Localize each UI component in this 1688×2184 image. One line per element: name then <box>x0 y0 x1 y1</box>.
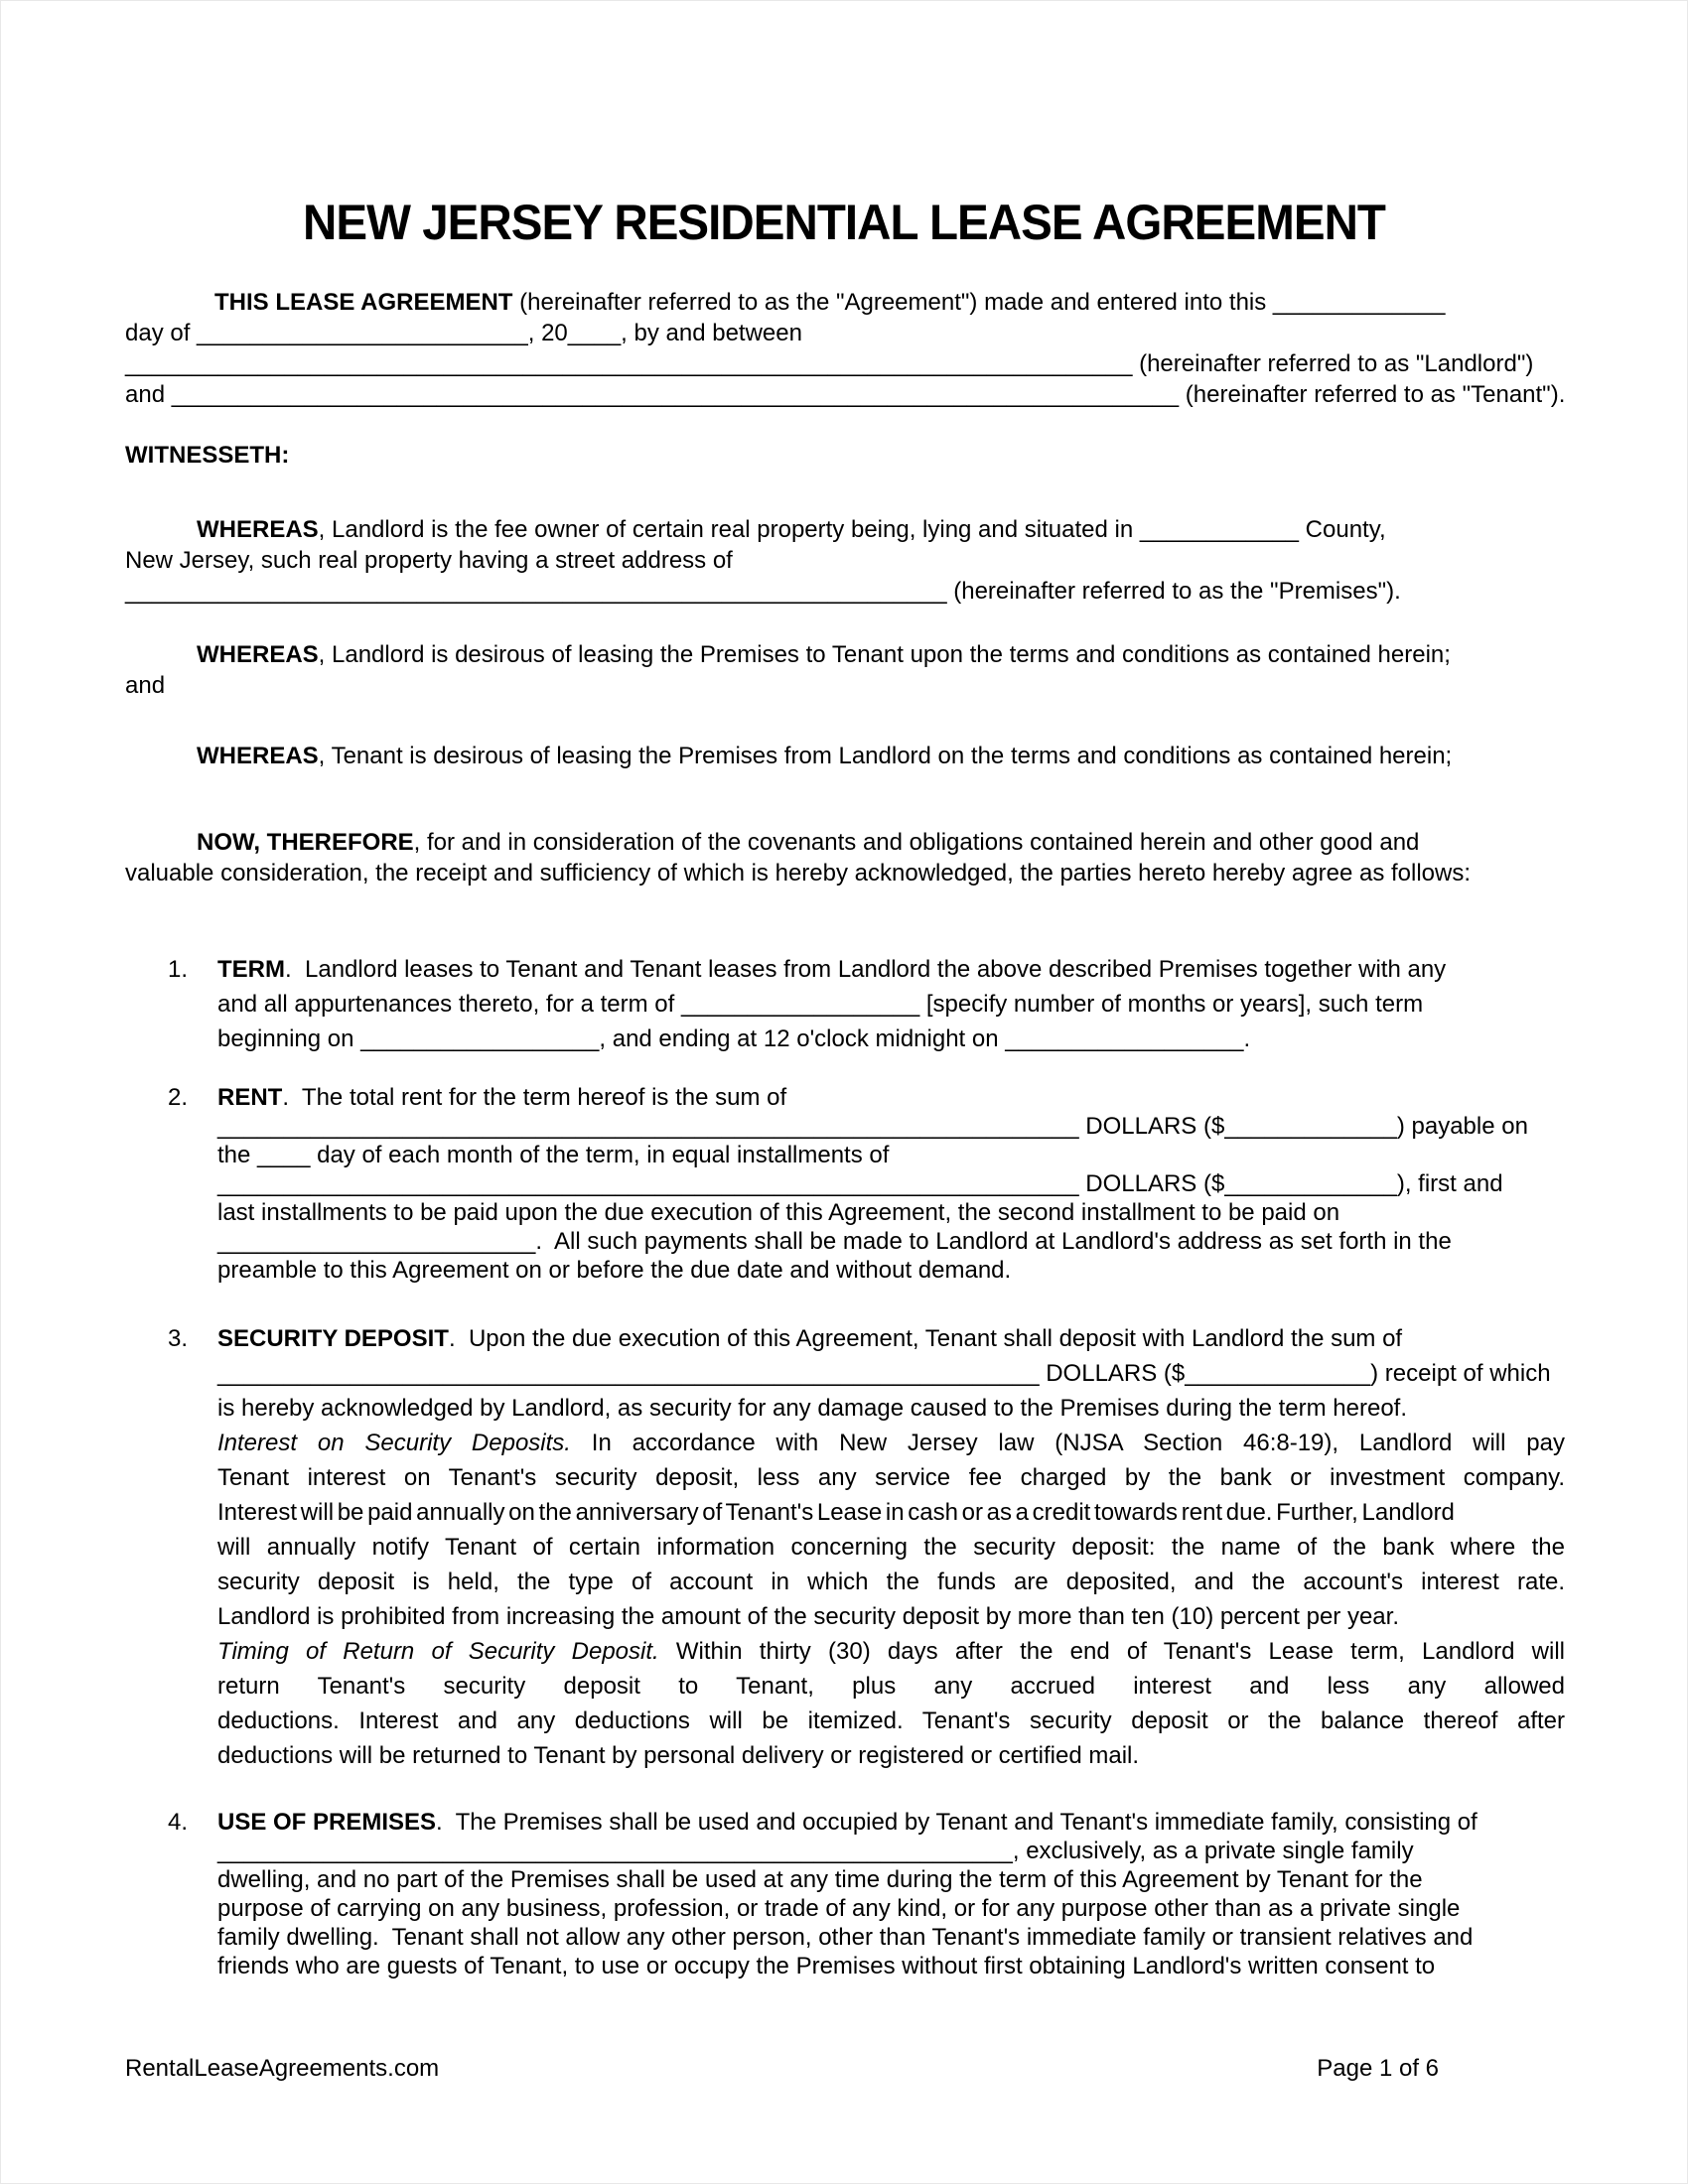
whereas-clause-property <box>125 514 1565 607</box>
text-line: ______________________________________________________________ DOLLARS ($______________) receipt of which <box>217 1360 1551 1387</box>
text-line: and ____________________________________________________________________________ (hereinafter referred to as "Tenant"). <box>125 381 1566 408</box>
section-number: 3. <box>168 1325 189 1352</box>
section-body <box>217 1083 1565 1285</box>
text-line: will annually notify Tenant of certain information concerning the security deposit: the name of the bank where the <box>217 1534 1565 1561</box>
text-line: family dwelling. Tenant shall not allow any other person, other than Tenant's immediate family or transient relatives and <box>217 1924 1474 1951</box>
text-line: _________________________________________________________________ DOLLARS ($_____________), first and <box>217 1170 1503 1197</box>
text-line: deductions. Interest and any deductions will be itemized. Tenant's security deposit or the balance thereof after <box>217 1707 1565 1734</box>
section-body <box>217 952 1565 1056</box>
page-footer <box>125 2054 1439 2084</box>
text-line: WHEREAS, Landlord is desirous of leasing the Premises to Tenant upon the terms and conditions as contained herein; <box>197 641 1451 668</box>
section-number: 2. <box>168 1084 189 1111</box>
text-line: SECURITY DEPOSIT. Upon the due execution of this Agreement, Tenant shall deposit with Landlord the sum of <box>217 1325 1403 1352</box>
text-line: purpose of carrying on any business, profession, or trade of any kind, or for any purpose other than as a private single <box>217 1895 1461 1922</box>
text-line: Interest on Security Deposits. In accordance with New Jersey law (NJSA Section 46:8-19), Landlord will pay <box>217 1430 1565 1456</box>
text-line: Timing of Return of Security Deposit. Within thirty (30) days after the end of Tenant's Lease term, Landlord will <box>217 1638 1565 1665</box>
opening-paragraph <box>125 287 1565 410</box>
text-line: Tenant interest on Tenant's security deposit, less any service fee charged by the bank or investment company. <box>217 1464 1565 1491</box>
text-line: valuable consideration, the receipt and sufficiency of which is hereby acknowledged, the parties hereto hereby agree as follows: <box>125 860 1472 887</box>
section-body <box>217 1808 1565 1980</box>
text-line: WHEREAS, Landlord is the fee owner of certain real property being, lying and situated in ____________ County, <box>197 516 1386 543</box>
text-line: ________________________. All such payments shall be made to Landlord at Landlord's address as set forth in the <box>217 1228 1452 1255</box>
witnesseth-heading <box>125 440 1565 471</box>
text-line: and all appurtenances thereto, for a term of __________________ [specify number of months or years], such term <box>217 991 1424 1018</box>
section-1-term <box>168 952 1565 1056</box>
text-line: last installments to be paid upon the due execution of this Agreement, the second installment to be paid on <box>217 1199 1340 1226</box>
section-body <box>217 1321 1565 1773</box>
footer-page-number: Page 1 of 6 <box>1317 2055 1439 2082</box>
text-line: WITNESSETH: <box>125 442 290 469</box>
whereas-clause-tenant <box>125 741 1565 771</box>
text-line: ____________________________________________________________________________ (hereinafter referred to as "Landlord") <box>125 350 1534 377</box>
text-line: WHEREAS, Tenant is desirous of leasing the Premises from Landlord on the terms and conditions as contained herein; <box>197 743 1453 769</box>
text-line: friends who are guests of Tenant, to use or occupy the Premises without first obtaining Landlord's written consent to <box>217 1953 1436 1979</box>
text-line: TERM. Landlord leases to Tenant and Tenant leases from Landlord the above described Premises together with any <box>217 956 1447 983</box>
text-line: THIS LEASE AGREEMENT (hereinafter referred to as the "Agreement") made and entered into this _____________ <box>214 289 1446 316</box>
text-line: day of _________________________, 20____, by and between <box>125 320 802 346</box>
section-4-use-of-premises <box>168 1808 1565 1980</box>
text-line: deductions will be returned to Tenant by personal delivery or registered or certified mail. <box>217 1742 1140 1769</box>
section-number: 4. <box>168 1809 189 1836</box>
text-line: is hereby acknowledged by Landlord, as security for any damage caused to the Premises during the term hereof. <box>217 1395 1407 1422</box>
section-2-rent <box>168 1083 1565 1285</box>
now-therefore-paragraph <box>125 827 1565 888</box>
text-line: ______________________________________________________________ (hereinafter referred to as the "Premises"). <box>125 578 1401 605</box>
footer-site-name: RentalLeaseAgreements.com <box>125 2055 440 2082</box>
page-title: NEW JERSEY RESIDENTIAL LEASE AGREEMENT <box>302 195 1386 250</box>
text-line: dwelling, and no part of the Premises shall be used at any time during the term of this Agreement by Tenant for the <box>217 1866 1423 1893</box>
text-line: Landlord is prohibited from increasing the amount of the security deposit by more than ten (10) percent per year. <box>217 1603 1399 1630</box>
text-line: Interest will be paid annually on the anniversary of Tenant's Lease in cash or as a credit towards rent due. Further, Landlord <box>217 1499 1455 1526</box>
section-3-security-deposit <box>168 1321 1565 1773</box>
whereas-clause-landlord <box>125 639 1565 701</box>
text-line: return Tenant's security deposit to Tenant, plus any accrued interest and less any allowed <box>217 1673 1565 1700</box>
text-line: preamble to this Agreement on or before the due date and without demand. <box>217 1257 1012 1284</box>
text-line: the ____ day of each month of the term, in equal installments of <box>217 1142 890 1168</box>
section-number: 1. <box>168 956 189 983</box>
text-line: beginning on __________________, and ending at 12 o'clock midnight on __________________. <box>217 1025 1251 1052</box>
text-line: USE OF PREMISES. The Premises shall be used and occupied by Tenant and Tenant's immediate family, consisting of <box>217 1809 1477 1836</box>
text-line: _________________________________________________________________ DOLLARS ($_____________) payable on <box>217 1113 1528 1140</box>
text-line: security deposit is held, the type of account in which the funds are deposited, and the account's interest rate. <box>217 1569 1565 1595</box>
text-line: NOW, THEREFORE, for and in consideration of the covenants and obligations contained herein and other good and <box>197 829 1420 856</box>
text-line: New Jersey, such real property having a street address of <box>125 547 733 574</box>
text-line: ____________________________________________________________, exclusively, as a private single family <box>217 1838 1414 1864</box>
text-line: and <box>125 672 166 699</box>
text-line: RENT. The total rent for the term hereof is the sum of <box>217 1084 787 1111</box>
